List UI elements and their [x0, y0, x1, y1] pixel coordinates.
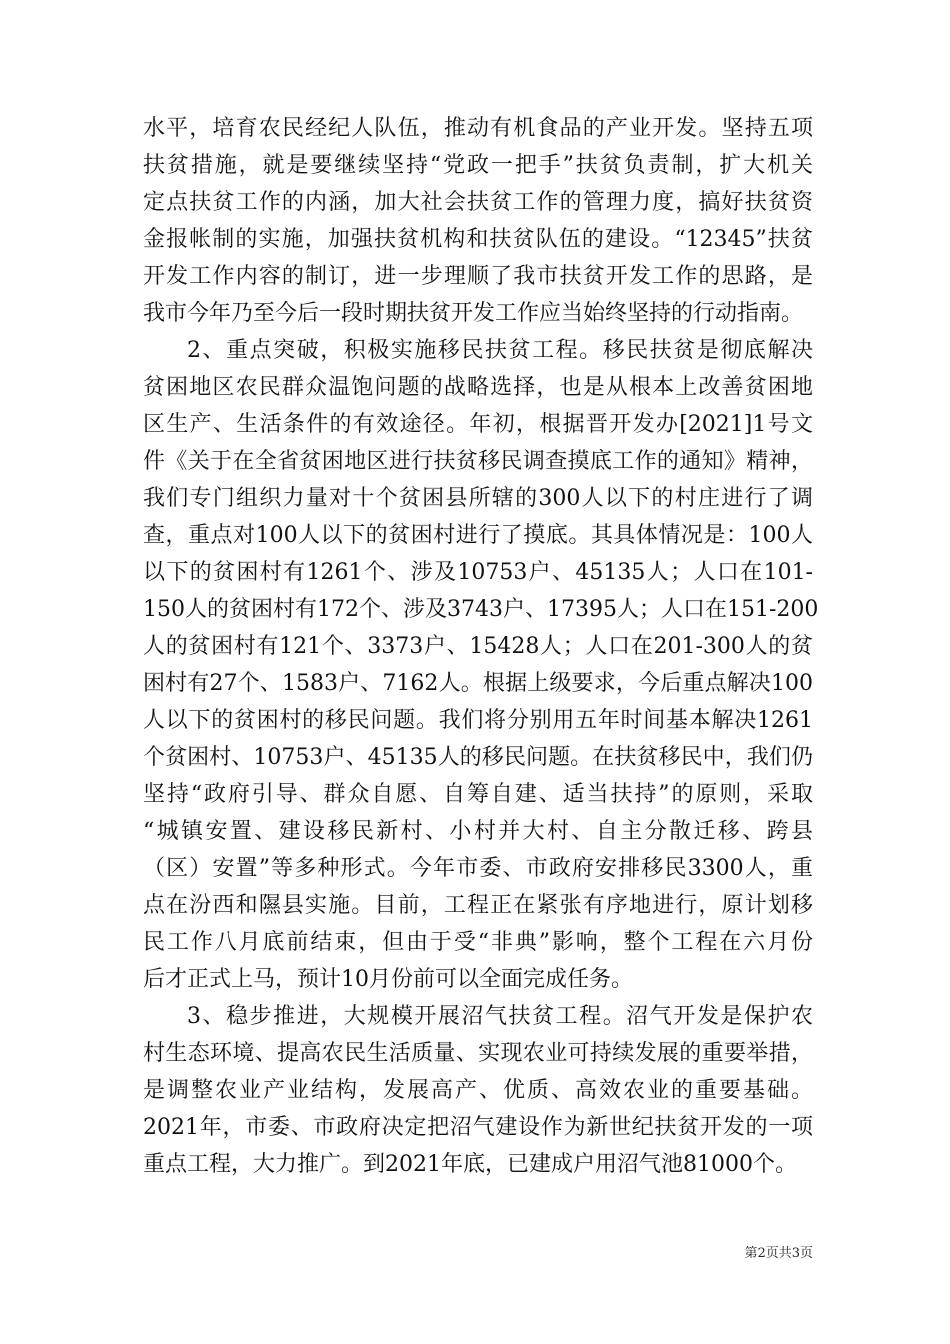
paragraph-line: 民工作八月底前结束，但由于受“非典”影响，整个工程在六月份 [143, 930, 813, 955]
paragraph-line: 2021年，市委、市政府决定把沼气建设作为新世纪扶贫开发的一项 [143, 1115, 813, 1140]
paragraph-line: 水平，培育农民经纪人队伍，推动有机食品的产业开发。坚持五项 [143, 116, 813, 141]
document-body [143, 110, 819, 1183]
paragraph-line: 件《关于在全省贫困地区进行扶贫移民调查摸底工作的通知》精神， [143, 449, 813, 474]
paragraph-line: “城镇安置、建设移民新村、小村并大村、自主分散迁移、跨县 [143, 819, 813, 844]
paragraph-line: 150人的贫困村有172个、涉及3743户、17395人；人口在151-200 [143, 597, 819, 622]
paragraph-line: 以下的贫困村有1261个、涉及10753户、45135人；人口在101- [143, 560, 813, 585]
paragraph-line: 后才正式上马，预计10月份前可以全面完成任务。 [143, 967, 633, 992]
paragraph-line: 贫困地区农民群众温饱问题的战略选择，也是从根本上改善贫困地 [143, 375, 813, 400]
paragraph-line: 扶贫措施，就是要继续坚持“党政一把手”扶贫负责制，扩大机关 [143, 153, 813, 178]
paragraph-line: 我们专门组织力量对十个贫困县所辖的300人以下的村庄进行了调 [143, 486, 813, 511]
paragraph-line: 金报帐制的实施，加强扶贫机构和扶贫队伍的建设。“12345”扶贫 [143, 227, 813, 252]
paragraph-line: 重点工程，大力推广。到2021年底，已建成户用沼气池81000个。 [143, 1152, 797, 1177]
paragraph-line: 定点扶贫工作的内涵，加大社会扶贫工作的管理力度，搞好扶贫资 [143, 190, 813, 215]
paragraph-line: 是调整农业产业结构，发展高产、优质、高效农业的重要基础。 [143, 1078, 813, 1103]
paragraph [143, 998, 813, 1183]
paragraph [143, 332, 819, 998]
paragraph-line: 村生态环境、提高农民生活质量、实现农业可持续发展的重要举措， [143, 1041, 813, 1066]
paragraph-line: 人的贫困村有121个、3373户、15428人；人口在201-300人的贫 [143, 634, 813, 659]
page-number-footer: 第2页共3页 [744, 1246, 813, 1261]
paragraph-line: 2、重点突破，积极实施移民扶贫工程。移民扶贫是彻底解决 [187, 338, 813, 363]
paragraph-line: 困村有27个、1583户、7162人。根据上级要求，今后重点解决100 [143, 671, 813, 696]
paragraph-line: 坚持“政府引导、群众自愿、自筹自建、适当扶持”的原则，采取 [143, 782, 813, 807]
paragraph-line: 3、稳步推进，大规模开展沼气扶贫工程。沼气开发是保护农 [187, 1004, 813, 1029]
paragraph-line: 我市今年乃至今后一段时期扶贫开发工作应当始终坚持的行动指南。 [143, 301, 804, 326]
paragraph-line: 人以下的贫困村的移民问题。我们将分别用五年时间基本解决1261 [143, 708, 813, 733]
paragraph-line: （区）安置”等多种形式。今年市委、市政府安排移民3300人，重 [143, 856, 813, 881]
paragraph-line: 开发工作内容的制订，进一步理顺了我市扶贫开发工作的思路，是 [143, 264, 813, 289]
paragraph-line: 个贫困村、10753户、45135人的移民问题。在扶贫移民中，我们仍 [143, 745, 813, 770]
paragraph-line: 查，重点对100人以下的贫困村进行了摸底。其具体情况是：100人 [143, 523, 814, 548]
paragraph-line: 点在汾西和隰县实施。目前，工程正在紧张有序地进行，原计划移 [143, 893, 813, 918]
paragraph-line: 区生产、生活条件的有效途径。年初，根据晋开发办[2021]1号文 [143, 412, 813, 437]
paragraph [143, 110, 813, 332]
